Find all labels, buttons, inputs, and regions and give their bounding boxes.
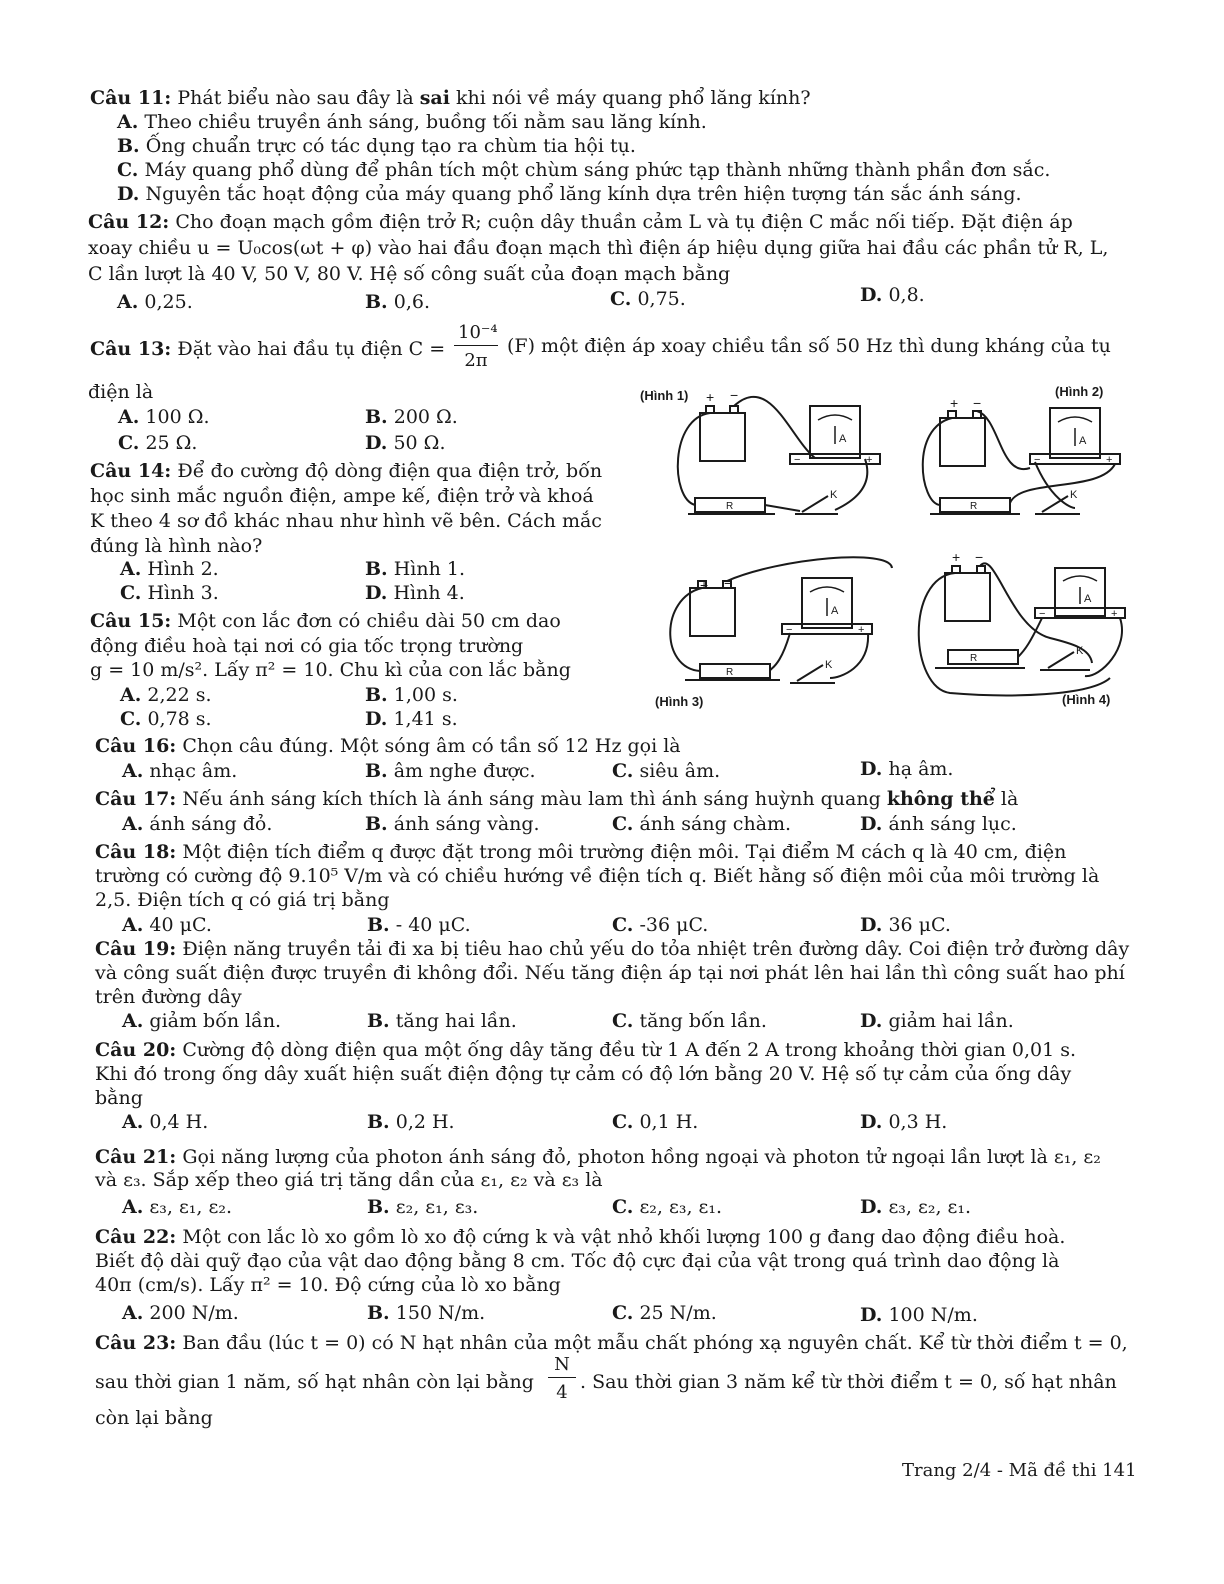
q19-stem-line-2: và công suất điện được truyền đi không đổi. Nếu tăng điện áp tại nơi phát lên hai lần thì công suất hao phí bbox=[95, 962, 1125, 984]
battery-1 bbox=[700, 413, 745, 461]
q21-stem-line-2: và ε₃. Sắp xếp theo giá trị tăng dần của ε₁, ε₂ và ε₃ là bbox=[95, 1169, 603, 1191]
q23-stem-line-3: còn lại bằng bbox=[95, 1407, 213, 1429]
ammeter-minus-terminal-1: − bbox=[794, 454, 801, 466]
ammeter-plus-terminal-4: + bbox=[1111, 608, 1118, 620]
q15-option-b: B. 1,00 s. bbox=[365, 684, 458, 706]
q14-option-a: A. Hình 2. bbox=[120, 558, 219, 580]
q23-stem-line-2-part-1: sau thời gian 1 năm, số hạt nhân còn lại bằng bbox=[95, 1371, 534, 1393]
q13-option-b: B. 200 Ω. bbox=[365, 406, 458, 428]
q20-stem-line-1: Câu 20: Cường độ dòng điện qua một ống dây tăng đều từ 1 A đến 2 A trong khoảng thời gian 0,01 s. bbox=[95, 1039, 1076, 1061]
q11-number: Câu 11: bbox=[90, 87, 172, 109]
q15-stem-line-2: động điều hoà tại nơi có gia tốc trọng trường bbox=[90, 635, 524, 657]
q11-option-d: D. Nguyên tắc hoạt động của máy quang phổ lăng kính dựa trên hiện tượng tán sắc ánh sáng. bbox=[117, 183, 1022, 205]
ammeter-minus-terminal-2: − bbox=[1034, 454, 1041, 466]
figure-label-hinh-4: (Hình 4) bbox=[1062, 692, 1111, 707]
q20-stem-line-2: Khi đó trong ống dây xuất hiện suất điện động tự cảm có độ lớn bằng 20 V. Hệ số tự cảm của ống dây bbox=[95, 1063, 1072, 1085]
ammeter-letter-3: A bbox=[831, 605, 839, 617]
circuit-figure bbox=[630, 378, 1140, 718]
q11-stem: Câu 11: Phát biểu nào sau đây là sai khi nói về máy quang phổ lăng kính? bbox=[90, 87, 811, 109]
q11-option-a: A. Theo chiều truyền ánh sáng, buồng tối nằm sau lăng kính. bbox=[117, 111, 707, 133]
battery-plus-sign-4: + bbox=[952, 549, 961, 565]
circuit-hinh-2 bbox=[923, 384, 1120, 514]
q22-option-b: B. 150 N/m. bbox=[367, 1302, 486, 1324]
q18-option-d: D. 36 μC. bbox=[860, 914, 951, 936]
q14-stem-line-2: học sinh mắc nguồn điện, ampe kế, điện trở và khoá bbox=[90, 485, 594, 507]
q14-option-d: D. Hình 4. bbox=[365, 582, 465, 604]
q21-option-c: C. ε₂, ε₃, ε₁. bbox=[612, 1196, 723, 1218]
q12-stem-line-2: xoay chiều u = U₀cos(ωt + φ) vào hai đầu đoạn mạch thì điện áp hiệu dụng giữa hai đầu các phần tử R, L, bbox=[88, 237, 1109, 259]
q23-stem-line-2-part-2: . Sau thời gian 3 năm kể từ thời điểm t = 0, số hạt nhân bbox=[580, 1371, 1117, 1393]
circuit-hinh-3 bbox=[655, 557, 892, 709]
q20-option-c: C. 0,1 H. bbox=[612, 1111, 699, 1133]
q12-stem-line-1: Câu 12: Cho đoạn mạch gồm điện trở R; cuộn dây thuần cảm L và tụ điện C mắc nối tiếp. Đặt điện áp bbox=[88, 211, 1073, 233]
q23-stem-line-1: Câu 23: Ban đầu (lúc t = 0) có N hạt nhân của một mẫu chất phóng xạ nguyên chất. Kể từ thời điểm t = 0, bbox=[95, 1332, 1128, 1354]
resistor-4 bbox=[948, 650, 1018, 664]
resistor-3 bbox=[700, 664, 770, 678]
q13-stem-line-2: điện là bbox=[88, 381, 154, 403]
q13-stem-part-2: (F) một điện áp xoay chiều tần số 50 Hz thì dung kháng của tụ bbox=[507, 335, 1111, 357]
q17-option-d: D. ánh sáng lục. bbox=[860, 813, 1017, 835]
ammeter-minus-terminal-4: − bbox=[1039, 608, 1046, 620]
q14-option-b: B. Hình 1. bbox=[365, 558, 466, 580]
q18-option-a: A. 40 μC. bbox=[122, 914, 212, 936]
q22-stem-line-2: Biết độ dài quỹ đạo của vật dao động bằng 8 cm. Tốc độ cực đại của vật trong quá trình dao động là bbox=[95, 1250, 1060, 1272]
q13-option-d: D. 50 Ω. bbox=[365, 432, 446, 454]
q23-fraction-n-over-4: $\frac{N}{4}$ bbox=[548, 1354, 576, 1403]
switch-letter-1: K bbox=[830, 489, 838, 501]
q15-option-c: C. 0,78 s. bbox=[120, 708, 212, 730]
q20-option-b: B. 0,2 H. bbox=[367, 1111, 455, 1133]
q20-stem-line-3: bằng bbox=[95, 1087, 143, 1109]
q22-stem-line-1: Câu 22: Một con lắc lò xo gồm lò xo độ cứng k và vật nhỏ khối lượng 100 g đang dao động điều hoà. bbox=[95, 1226, 1066, 1248]
q21-option-d: D. ε₃, ε₂, ε₁. bbox=[860, 1196, 972, 1218]
figure-label-hinh-3: (Hình 3) bbox=[655, 694, 704, 709]
q18-option-c: C. -36 μC. bbox=[612, 914, 709, 936]
ammeter-letter-2: A bbox=[1079, 435, 1087, 447]
resistor-letter-1: R bbox=[726, 501, 734, 512]
q22-option-a: A. 200 N/m. bbox=[122, 1302, 239, 1324]
q21-stem-line-1: Câu 21: Gọi năng lượng của photon ánh sáng đỏ, photon hồng ngoại và photon tử ngoại lần lượt là ε₁, ε₂ bbox=[95, 1146, 1101, 1168]
page-footer: Trang 2/4 - Mã đề thi 141 bbox=[902, 1460, 1137, 1481]
q19-option-c: C. tăng bốn lần. bbox=[612, 1010, 767, 1032]
q12-option-c: C. 0,75. bbox=[610, 288, 686, 310]
q11-option-c: C. Máy quang phổ dùng để phân tích một chùm sáng phức tạp thành những thành phần đơn sắc. bbox=[117, 159, 1051, 181]
q21-option-a: A. ε₃, ε₁, ε₂. bbox=[122, 1196, 232, 1218]
battery-minus-sign-4: − bbox=[975, 549, 984, 565]
q21-option-b: B. ε₂, ε₁, ε₃. bbox=[367, 1196, 479, 1218]
q15-stem-line-3: g = 10 m/s². Lấy π² = 10. Chu kì của con lắc bằng bbox=[90, 659, 571, 681]
battery-3 bbox=[690, 588, 735, 636]
figure-label-hinh-1: (Hình 1) bbox=[640, 388, 689, 403]
q17-option-a: A. ánh sáng đỏ. bbox=[122, 813, 273, 835]
switch-letter-2: K bbox=[1070, 489, 1078, 501]
q15-stem-line-1: Câu 15: Một con lắc đơn có chiều dài 50 cm dao bbox=[90, 610, 561, 632]
resistor-letter-3: R bbox=[726, 667, 734, 678]
q12-stem-line-3: C lần lượt là 40 V, 50 V, 80 V. Hệ số công suất của đoạn mạch bằng bbox=[88, 263, 731, 285]
q20-option-d: D. 0,3 H. bbox=[860, 1111, 948, 1133]
figure-label-hinh-2: (Hình 2) bbox=[1055, 384, 1104, 399]
resistor-letter-2: R bbox=[970, 501, 978, 512]
q18-stem-line-3: 2,5. Điện tích q có giá trị bằng bbox=[95, 889, 390, 911]
q13-stem-part-1: Câu 13: Đặt vào hai đầu tụ điện C = bbox=[90, 338, 446, 360]
q17-option-c: C. ánh sáng chàm. bbox=[612, 813, 792, 835]
q15-option-d: D. 1,41 s. bbox=[365, 708, 458, 730]
switch-letter-4: K bbox=[1076, 645, 1084, 657]
q14-stem-line-4: đúng là hình nào? bbox=[90, 535, 263, 557]
q19-option-a: A. giảm bốn lần. bbox=[122, 1010, 282, 1032]
q11-option-b: B. Ống chuẩn trực có tác dụng tạo ra chùm tia hội tụ. bbox=[117, 135, 636, 157]
q14-option-c: C. Hình 3. bbox=[120, 582, 219, 604]
q16-stem: Câu 16: Chọn câu đúng. Một sóng âm có tần số 12 Hz gọi là bbox=[95, 735, 681, 757]
ammeter-letter-4: A bbox=[1084, 593, 1092, 605]
q14-stem-line-3: K theo 4 sơ đồ khác nhau như hình vẽ bên. Cách mắc bbox=[90, 510, 602, 532]
q19-stem-line-1: Câu 19: Điện năng truyền tải đi xa bị tiêu hao chủ yếu do tỏa nhiệt trên đường dây. Coi điện trở đường dây bbox=[95, 938, 1130, 960]
q22-option-d: D. 100 N/m. bbox=[860, 1304, 978, 1326]
ammeter-plus-terminal-2: + bbox=[1106, 454, 1113, 466]
battery-4 bbox=[945, 573, 990, 621]
q18-option-b: B. - 40 μC. bbox=[367, 914, 471, 936]
q12-option-b: B. 0,6. bbox=[365, 291, 430, 313]
battery-minus-sign-2: − bbox=[973, 395, 982, 411]
q17-stem: Câu 17: Nếu ánh sáng kích thích là ánh sáng màu lam thì ánh sáng huỳnh quang không thể là bbox=[95, 788, 1019, 810]
q16-option-b: B. âm nghe được. bbox=[365, 760, 536, 782]
battery-plus-sign-1: + bbox=[706, 389, 715, 405]
q16-option-c: C. siêu âm. bbox=[612, 760, 721, 782]
q13-option-a: A. 100 Ω. bbox=[118, 406, 210, 428]
ammeter-minus-terminal-3: − bbox=[786, 624, 793, 636]
q19-option-b: B. tăng hai lần. bbox=[367, 1010, 517, 1032]
ammeter-letter-1: A bbox=[839, 433, 847, 445]
battery-minus-sign-3: − bbox=[724, 575, 733, 591]
q16-option-d: D. hạ âm. bbox=[860, 758, 954, 780]
battery-minus-sign-1: − bbox=[730, 387, 739, 403]
switch-letter-3: K bbox=[825, 659, 833, 671]
q22-option-c: C. 25 N/m. bbox=[612, 1302, 717, 1324]
circuit-hinh-4 bbox=[919, 549, 1125, 707]
q14-stem-line-1: Câu 14: Để đo cường độ dòng điện qua điện trở, bốn bbox=[90, 460, 603, 482]
q22-stem-line-3: 40π (cm/s). Lấy π² = 10. Độ cứng của lò xo bằng bbox=[95, 1274, 561, 1296]
ammeter-plus-terminal-1: + bbox=[866, 454, 873, 466]
ammeter-plus-terminal-3: + bbox=[858, 624, 865, 636]
q19-stem-line-3: trên đường dây bbox=[95, 986, 242, 1008]
q18-stem-line-2: trường có cường độ 9.10⁵ V/m và có chiều hướng về điện tích q. Biết hằng số điện môi của môi trường là bbox=[95, 865, 1100, 887]
battery-plus-sign-3: + bbox=[700, 577, 709, 593]
q12-option-d: D. 0,8. bbox=[860, 284, 925, 306]
q19-option-d: D. giảm hai lần. bbox=[860, 1010, 1014, 1032]
q16-option-a: A. nhạc âm. bbox=[122, 760, 238, 782]
q13-option-c: C. 25 Ω. bbox=[118, 432, 198, 454]
battery-plus-sign-2: + bbox=[950, 395, 959, 411]
q13-capacitance-fraction: $\frac{\text{10⁻⁴}}{2\pi}$ bbox=[454, 322, 498, 371]
circuit-hinh-1 bbox=[640, 387, 880, 514]
q15-option-a: A. 2,22 s. bbox=[120, 684, 212, 706]
q18-stem-line-1: Câu 18: Một điện tích điểm q được đặt trong môi trường điện môi. Tại điểm M cách q là 40 cm, điện bbox=[95, 841, 1067, 863]
q20-option-a: A. 0,4 H. bbox=[122, 1111, 209, 1133]
q17-option-b: B. ánh sáng vàng. bbox=[365, 813, 540, 835]
resistor-letter-4: R bbox=[970, 653, 978, 664]
battery-2 bbox=[940, 418, 985, 466]
q12-option-a: A. 0,25. bbox=[117, 291, 193, 313]
